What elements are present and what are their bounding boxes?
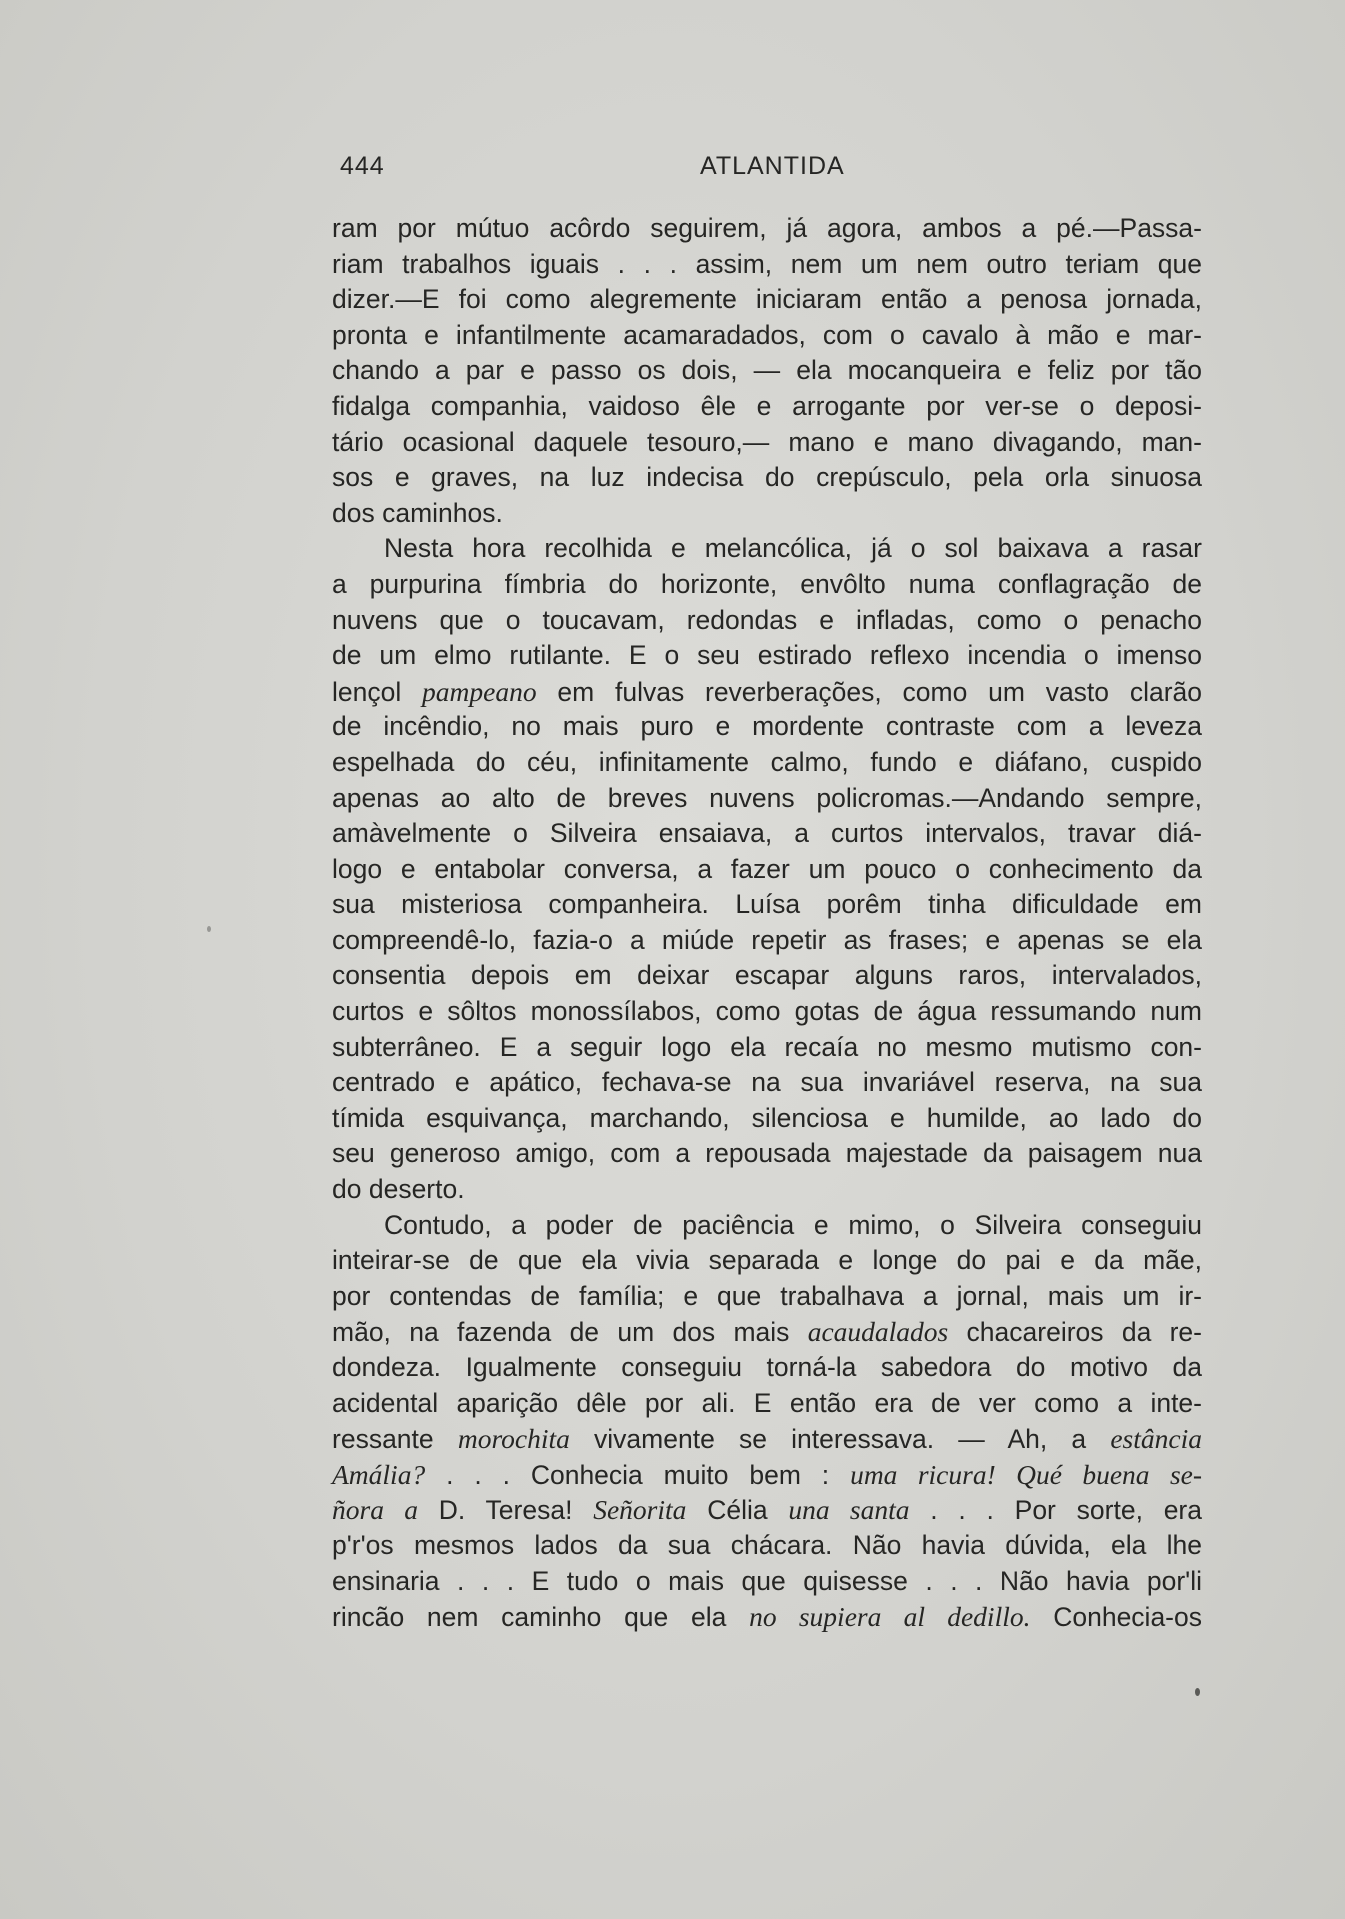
text-line [332, 745, 1202, 781]
text-segment: Nesta hora recolhida e melancólica, já o sol baixava a rasar [384, 533, 1202, 564]
text-segment: dos caminhos. [332, 497, 503, 528]
running-title: ATLANTIDA [700, 152, 845, 180]
text-segment: riam trabalhos iguais . . . assim, nem um nem outro teriam que [332, 248, 1202, 279]
text-line [332, 247, 1202, 283]
text-segment: . . . Conhecia muito bem : [425, 1459, 851, 1490]
text-segment: do deserto. [332, 1174, 465, 1205]
italic-text: ñora a [332, 1494, 418, 1526]
text-line [332, 353, 1202, 389]
text-line [332, 638, 1202, 674]
text-segment: dizer.—E foi como alegremente iniciaram então a penosa jornada, [332, 284, 1202, 315]
text-line [332, 1350, 1202, 1386]
text-segment: mão, na fazenda de um dos mais [332, 1317, 808, 1348]
text-segment: espelhada do céu, infinitamente calmo, fundo e diáfano, cuspido [332, 746, 1202, 777]
text-line [332, 1101, 1202, 1137]
text-segment: p'r'os mesmos lados da sua chácara. Não havia dúvida, ela lhe [332, 1529, 1202, 1560]
text-line [332, 211, 1202, 247]
text-segment: logo e entabolar conversa, a fazer um pouco o conhecimento da [332, 853, 1202, 884]
text-segment: inteirar-se de que ela vivia separada e longe do pai e da mãe, [332, 1245, 1202, 1276]
text-line [332, 1421, 1202, 1457]
text-segment: vivamente se interessava. — Ah, a [569, 1424, 1111, 1455]
page-number: 444 [340, 152, 385, 180]
text-segment: seu generoso amigo, com a repousada majestade da paisagem nua [332, 1138, 1202, 1169]
text-line [332, 1279, 1202, 1315]
text-line [332, 531, 1202, 567]
text-line [332, 389, 1202, 425]
text-segment: de um elmo rutilante. E o seu estirado reflexo incendia o imenso [332, 640, 1202, 671]
text-segment: Célia [686, 1495, 789, 1526]
text-segment: D. Teresa! [417, 1495, 594, 1526]
text-segment: apenas ao alto de breves nuvens policromas.—Andando sempre, [332, 782, 1202, 813]
text-line [332, 282, 1202, 318]
text-segment: por contendas de família; e que trabalhava a jornal, mais um ir- [332, 1280, 1202, 1311]
text-segment: rincão nem caminho que ela [332, 1602, 750, 1633]
text-segment: centrado e apático, fechava-se na sua invariável reserva, na sua [332, 1067, 1202, 1098]
text-segment: ram por mútuo acôrdo seguirem, já agora, ambos a pé.—Passa- [332, 213, 1202, 243]
text-segment: lençol [332, 676, 423, 707]
text-line [332, 709, 1202, 745]
text-line [332, 1314, 1202, 1350]
text-line [332, 958, 1202, 994]
italic-text: una santa [788, 1494, 910, 1526]
text-segment: consentia depois em deixar escapar alguns raros, intervalados, [332, 960, 1202, 991]
text-segment: tímida esquivança, marchando, silenciosa e humilde, ao lado do [332, 1102, 1202, 1133]
text-segment: sos e graves, na luz indecisa do crepúsculo, pela orla sinuosa [332, 462, 1202, 493]
text-line [332, 460, 1202, 496]
text-line [332, 1492, 1202, 1528]
italic-text: uma ricura! Qué buena se- [850, 1458, 1203, 1490]
text-line [332, 1457, 1202, 1493]
text-segment: sua misteriosa companheira. Luísa porêm tinha dificuldade em [332, 889, 1202, 920]
text-line [332, 496, 1202, 532]
text-line [332, 816, 1202, 852]
text-line [332, 887, 1202, 923]
text-line [332, 781, 1202, 817]
italic-text: Señorita [593, 1494, 687, 1526]
italic-text: Amália? [332, 1458, 426, 1490]
text-segment: ensinaria . . . E tudo o mais que quisesse . . . Não havia por'li [332, 1565, 1202, 1596]
text-line [332, 567, 1202, 603]
scan-speck [207, 926, 211, 932]
text-line [332, 1065, 1202, 1101]
text-segment: chando a par e passo os dois, — ela mocanqueira e feliz por tão [332, 355, 1202, 386]
text-line [332, 603, 1202, 639]
text-segment: subterrâneo. E a seguir logo ela recaía no mesmo mutismo con- [332, 1031, 1202, 1062]
text-segment: de incêndio, no mais puro e mordente contraste com a leveza [332, 711, 1202, 742]
text-segment: dondeza. Igualmente conseguiu torná-la sabedora do motivo da [332, 1352, 1202, 1382]
page-header [330, 152, 1200, 188]
italic-text: pampeano [422, 675, 537, 707]
text-line [332, 1136, 1202, 1172]
italic-text: morochita [457, 1423, 570, 1455]
text-line [332, 1208, 1202, 1244]
text-segment: . . . Por sorte, era [909, 1495, 1202, 1526]
text-segment: a purpurina fímbria do horizonte, envôlto numa conflagração de [332, 568, 1202, 599]
text-line [332, 1243, 1202, 1279]
text-line [332, 1599, 1202, 1635]
text-segment: tário ocasional daquele tesouro,— mano e mano divagando, man- [332, 426, 1202, 457]
text-segment: pronta e infantilmente acamaradados, com o cavalo à mão e mar- [332, 319, 1202, 350]
text-segment: nuvens que o toucavam, redondas e infladas, como o penacho [332, 604, 1202, 635]
text-segment: ressante [332, 1424, 458, 1455]
text-line [332, 1564, 1202, 1600]
italic-text: no supiera al dedillo. [749, 1601, 1031, 1633]
body-text [332, 211, 1202, 1635]
text-line [332, 923, 1202, 959]
italic-text: acaudalados [807, 1316, 949, 1348]
text-line [332, 1528, 1202, 1564]
text-segment: chacareiros da re- [948, 1317, 1202, 1348]
text-segment: em fulvas reverberações, como um vasto clarão [536, 676, 1202, 707]
text-segment: amàvelmente o Silveira ensaiava, a curtos intervalos, travar diá- [332, 818, 1202, 849]
text-line [332, 318, 1202, 354]
text-line [332, 674, 1202, 710]
text-line [332, 1030, 1202, 1066]
text-segment: Contudo, a poder de paciência e mimo, o Silveira conseguiu [384, 1209, 1202, 1240]
text-line [332, 1386, 1202, 1422]
text-segment: Conhecia-os [1030, 1602, 1202, 1633]
text-line [332, 1172, 1202, 1208]
text-segment: fidalga companhia, vaidoso êle e arrogante por ver-se o deposi- [332, 390, 1202, 421]
text-line [332, 852, 1202, 888]
text-line [332, 994, 1202, 1030]
text-line [332, 425, 1202, 461]
text-segment: compreendê-lo, fazia-o a miúde repetir as frases; e apenas se ela [332, 924, 1202, 955]
text-segment: curtos e sôltos monossílabos, como gotas de água ressumando num [332, 996, 1202, 1027]
text-segment: acidental aparição dêle por ali. E então era de ver como a inte- [332, 1387, 1202, 1418]
italic-text: estância [1110, 1423, 1202, 1455]
scan-speck [1195, 1688, 1200, 1696]
